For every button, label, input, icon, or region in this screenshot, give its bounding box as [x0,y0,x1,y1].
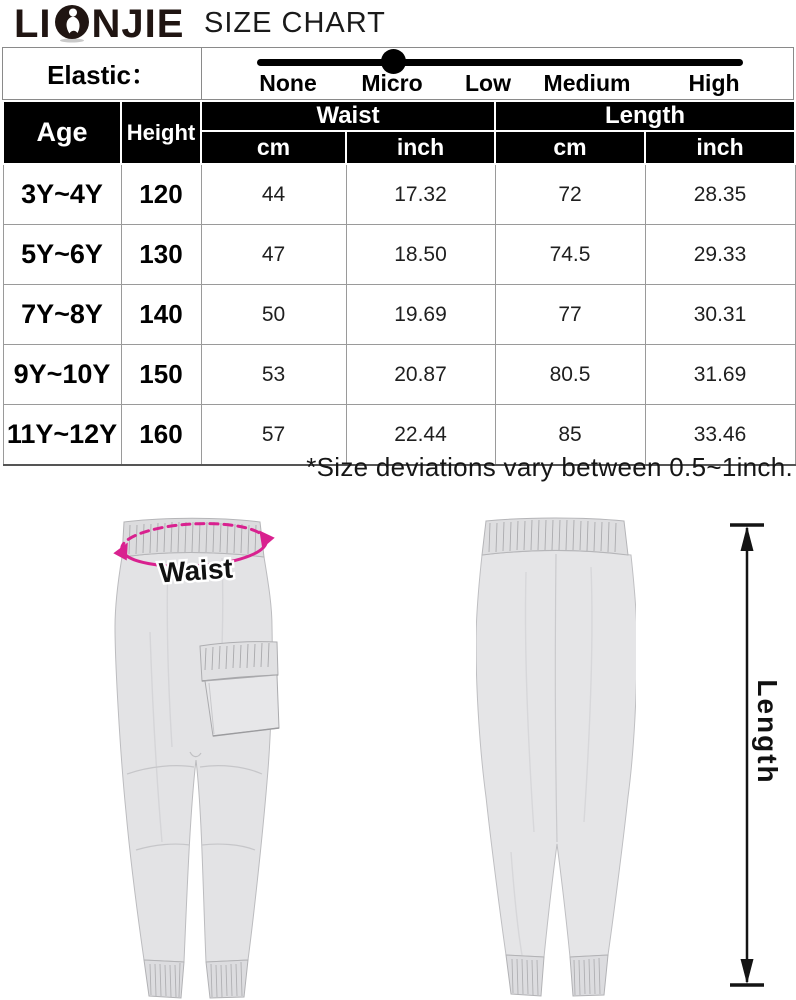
table-row [3,225,795,285]
height-cell: 130 [121,225,201,285]
length-inch-cell: 31.69 [645,345,795,405]
size-deviation-note: *Size deviations vary between 0.5~1inch. [306,452,793,482]
pants-front-figure [110,512,294,1000]
length-cm-cell: 72 [495,164,645,225]
length-label: Length [752,679,783,785]
elastic-row [2,47,794,100]
elastic-label: Elastic： [3,48,202,99]
elastic-option-high: High [688,70,740,96]
table-row [3,285,795,345]
col-header-length: Length [495,101,795,131]
age-cell: 5Y~6Y [3,225,121,285]
col-header-waist: Waist [201,101,495,131]
elastic-option-medium: Medium [543,70,631,96]
waist-inch-cell: 22.44 [346,405,495,466]
arrow-up-icon [741,526,754,551]
elastic-option-low: Low [465,70,511,96]
table-row [3,345,795,405]
length-cm-cell: 80.5 [495,345,645,405]
waist-inch-cell: 18.50 [346,225,495,285]
waist-cm-cell: 50 [201,285,346,345]
logo-o-dancer-icon [53,3,91,48]
age-cell: 11Y~12Y [3,405,121,466]
length-inch-cell: 30.31 [645,285,795,345]
height-cell: 140 [121,285,201,345]
length-cm-header: cm [495,131,645,164]
height-cell: 120 [121,164,201,225]
table-header-row-1 [3,101,795,131]
waist-cm-cell: 53 [201,345,346,405]
age-cell: 3Y~4Y [3,164,121,225]
cargo-pocket [200,642,279,736]
waist-inch-cell: 19.69 [346,285,495,345]
height-cell: 150 [121,345,201,405]
waist-cm-header: cm [201,131,346,164]
elastic-slider-track [257,59,743,66]
age-cell: 9Y~10Y [3,345,121,405]
length-inch-cell: 33.46 [645,405,795,466]
length-arrow [714,512,794,998]
waist-cm-cell: 47 [201,225,346,285]
length-cm-cell: 74.5 [495,225,645,285]
elastic-scale [202,48,793,99]
elastic-option-none: None [259,70,317,96]
length-inch-cell: 28.35 [645,164,795,225]
size-table [2,100,796,466]
length-cm-cell: 77 [495,285,645,345]
brand-logo-prefix: LI [14,2,52,46]
elastic-option-micro: Micro [361,70,423,96]
pants-back-figure [476,512,636,1000]
waist-inch-cell: 17.32 [346,164,495,225]
col-header-age: Age [3,101,121,164]
waist-cm-cell: 44 [201,164,346,225]
length-inch-header: inch [645,131,795,164]
length-inch-cell: 29.33 [645,225,795,285]
waist-arrow-left-icon [113,542,129,561]
waist-cm-cell: 57 [201,405,346,466]
waist-inch-cell: 20.87 [346,345,495,405]
table-row [3,164,795,225]
brand-logo-suffix: NJIE [91,2,185,46]
age-cell: 7Y~8Y [3,285,121,345]
length-cm-cell: 85 [495,405,645,466]
brand-logo [14,2,184,46]
col-header-height: Height [121,101,201,164]
waist-inch-header: inch [346,131,495,164]
arrow-down-icon [741,959,754,984]
page-title: SIZE CHART [204,7,386,39]
height-cell: 160 [121,405,201,466]
waist-label: Waist [158,552,234,589]
